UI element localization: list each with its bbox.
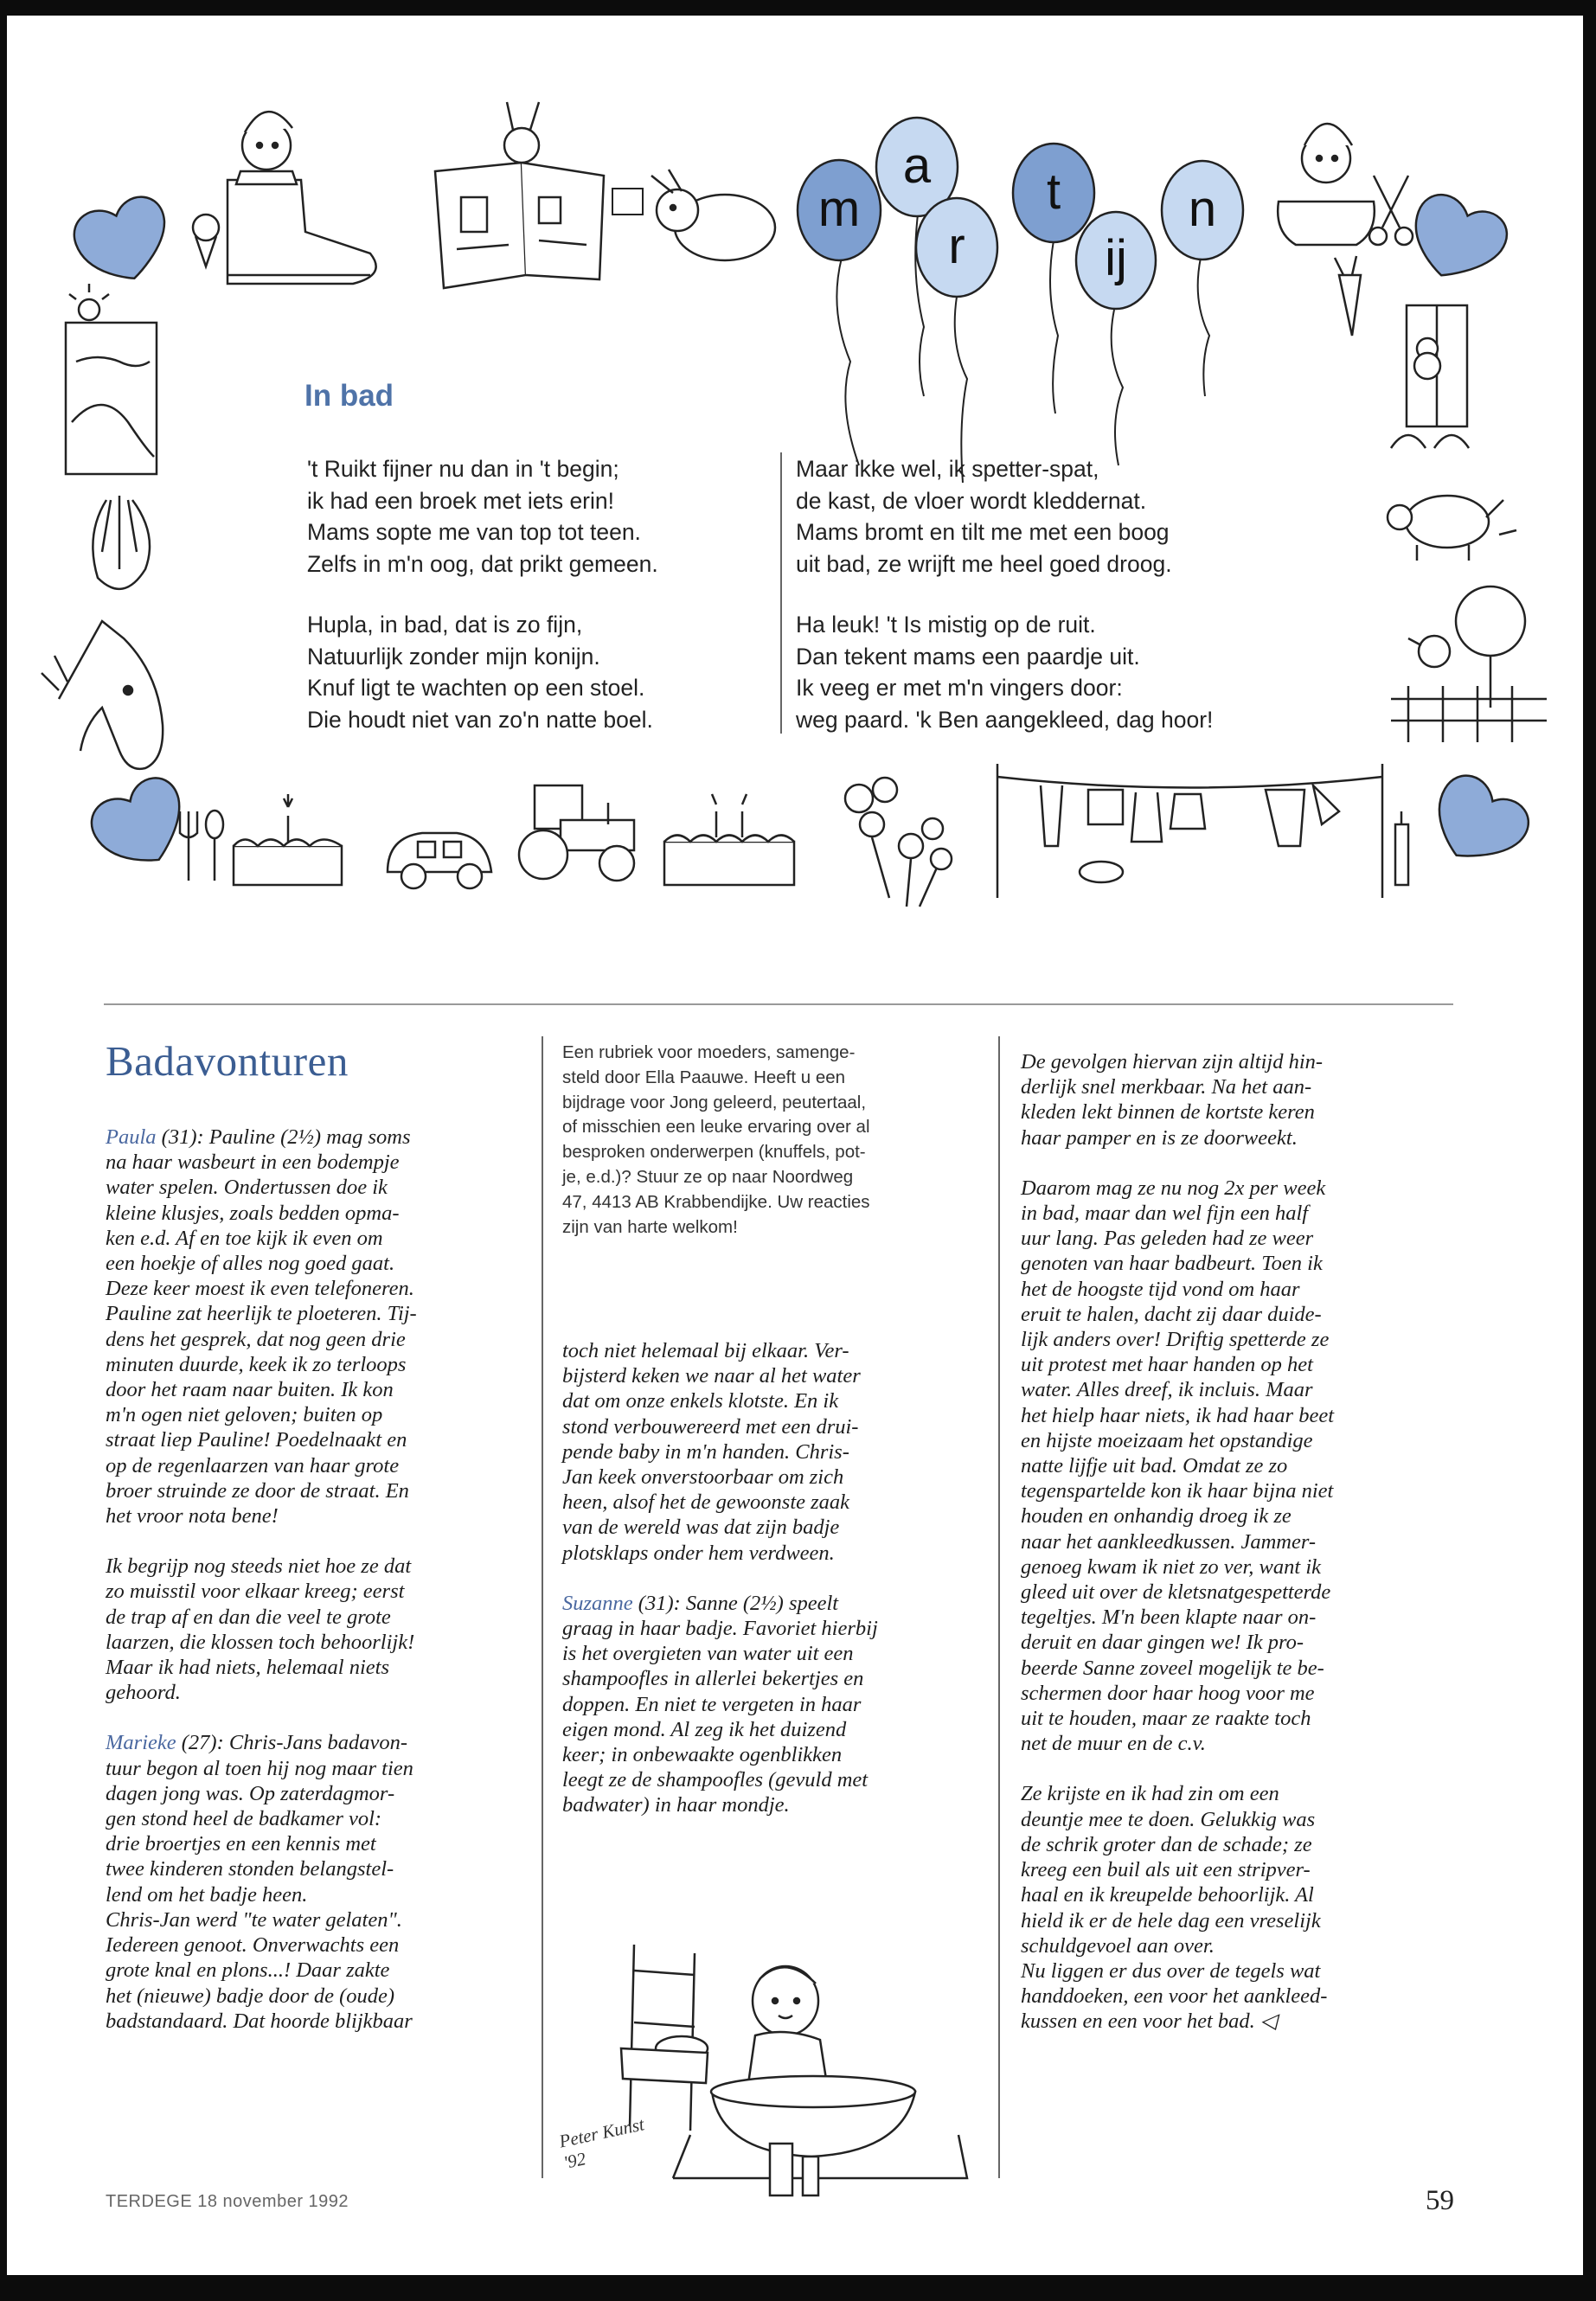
paragraph-text: (31): Pauline (2½) mag soms na haar wasbeurt in een bodempje water spelen. Ondertussen doe ik kleine klusjes, zoals bedden opma- ken e.d. Af en toe kijk ik even om een hoekje of alles nog goed gaat. Deze keer moest ik even telefoneren. Pauline zat heerlijk te ploeteren. Tij- dens het gesprek, dat nog geen drie minuten duurde, keek ik zo terloops door het raam naar buiten. Ik kon m'n ogen niet geloven; buiten op straat liep Pauline! Poedelnaakt en op de regenlaarzen van haar grote broer struinde ze door de straat. En het vroor nota bene!: [106, 1125, 417, 1529]
column-intro: Een rubriek voor moeders, samenge- steld door Ella Paauwe. Heeft u een bijdrage voor Jong geleerd, peutertaal, of misschien een leuke ervaring over al besproken onderwerpen (knuffels, pot- je, e.d.)? Stuur ze op naar Noordweg 47, 4413 AB Krabbendijke. Uw reacties zijn van harte welkom!: [562, 1042, 870, 1237]
beach-picture-icon: [66, 284, 157, 474]
column-divider: [542, 1036, 543, 2178]
pig-icon: [1388, 496, 1516, 561]
paragraph: Ze krijste en ik had zin om een deuntje mee te doen. Gelukkig was de schrik groter dan de schade; ze kreeg een buil als uit een stripver- haal en ik kreupelde behoorlijk. Al hield ik er de hele dag een vreselijk schuldgevoel aan over. Nu liggen er dus over de tegels wat handdoeken, een voor het aankleed- kussen en een voor het bad. ◁: [1021, 1782, 1328, 2034]
newspaper-bunny-icon: [435, 102, 604, 288]
paragraph: De gevolgen hiervan zijn altijd hin- derlijk snel merkbaar. Na het aan- kleden lekt binnen de kortste keren haar pamper en is ze doorweekt.: [1021, 1050, 1324, 1150]
article-column-1: [106, 1125, 529, 2059]
balloon-letter: r: [948, 218, 965, 274]
window-teddy-icon: [1391, 305, 1469, 448]
heart-icon: [1401, 188, 1514, 292]
tree-fence-icon: [1391, 586, 1547, 742]
small-box-icon: [612, 189, 643, 215]
balloon-letter: a: [902, 138, 932, 194]
balloon-m: [798, 160, 881, 465]
contributor-name: Paula: [106, 1125, 157, 1149]
toy-tractor-icon: [519, 785, 634, 881]
paragraph: Daarom mag ze nu nog 2x per week in bad, maar dan wel fijn een half uur lang. Pas geleden had ze weer genoten van haar badbeurt. Toen ik het de hoogste tijd vond om haar eruit te halen, dacht zij daar duide- lijk anders over! Driftig spetterde ze uit protest met haar handen op het water. Alles dreef, ik incluis. Maar het hielp haar niets, ik had haar beet en hijste moeizaam het opstandige natte lijfje uit bad. Omdat ze zo tegenspartelde kon ik haar bijna niet houden en onhandig droeg ik ze naar het aankleedkussen. Jammer- genoeg kwam ik niet zo ver, want ik gleed uit over de kletsnatgespetterde tegeltjes. M'n been klapte naar on- deruit en daar gingen we! Ik pro- beerde Sanne zoveel mogelijk te be- schermen door haar hoog voor me uit te houden, maar ze raakte toch net de muur en de c.v.: [1021, 1176, 1334, 1756]
page-number: 59: [1426, 2185, 1454, 2216]
horse-head-icon: [42, 621, 163, 769]
paragraph-text: (31): Sanne (2½) speelt graag in haar badje. Favoriet hierbij is het overgieten van water uit een shampoofles in allerlei bekertjes en doppen. En niet te vergeten in haar eigen mond. Al zeg ik het duizend keer; in onbewaakte ogenblikken leegt ze de shampoofles (gevuld met badwater) in haar mondje.: [562, 1591, 878, 1817]
paragraph: [562, 1591, 986, 1818]
contributor-name: Suzanne: [562, 1591, 633, 1615]
gnome-on-potty-icon: [1278, 124, 1375, 245]
birthday-cake-icon: [664, 794, 794, 885]
column-divider: [780, 452, 782, 734]
balloon-letter: t: [1046, 163, 1061, 220]
illustrator-signature: Peter Kunst '92: [557, 2113, 646, 2173]
paragraph: Ik begrijp nog steeds niet hoe ze dat zo muisstil voor elkaar kreeg; eerst de trap af en dan die veel te grote laarzen, die klossen toch behoorlijk! Maar ik had niets, helemaal niets gehoord.: [106, 1554, 415, 1705]
heart-icon: [1419, 767, 1537, 881]
balloon-letter: n: [1188, 181, 1217, 237]
paragraph-text: (27): Chris-Jans badavon- tuur begon al toen hij nog maar tien dagen jong was. Op zaterdagmor- gen stond heel de badkamer vol: drie broertjes en een kennis met twee kinderen stonden belangstel- lend om het badje heen. Chris-Jan werd "te water gelaten". Iedereen genoot. Onverwachts een grote knal en plons...! Daar zakte het (nieuwe) badje door de (oude) badstandaard. Dat hoorde blijkbaar: [106, 1731, 413, 2033]
flower-bouquet-icon: [845, 778, 952, 907]
paragraph: toch niet helemaal bij elkaar. Ver- bijsterd keken we naar al het water dat om onze enkels klotste. En ik stond verbouwereerd met een drui- pende baby in m'n handen. Chris- Jan keek onverstoorbaar om zich heen, alsof het de gewoonste zaak van de wereld was dat zijn badje plotsklaps onder hem verdween.: [562, 1339, 861, 1565]
clothesline-icon: [997, 764, 1382, 898]
footer-publication: TERDEGE 18 november 1992: [106, 2192, 349, 2211]
balloon-r: [916, 198, 997, 483]
balloon-ij: [1076, 212, 1156, 465]
section-rule: [104, 1003, 1453, 1005]
magazine-page: [7, 16, 1583, 2275]
column-divider: [998, 1036, 1000, 2178]
balloon-letter: m: [817, 181, 861, 237]
contributor-name: Marieke: [106, 1731, 176, 1755]
article-title: Badavonturen: [106, 1037, 349, 1085]
birthday-cake-icon: [234, 794, 342, 885]
article-column-2: [562, 1338, 986, 1843]
article-column-3: [1021, 1049, 1471, 2060]
carrot-icon: [1335, 256, 1361, 336]
balloon-garland: [798, 118, 1243, 483]
scissors-icon: [1369, 176, 1413, 245]
poem-stanza: Maar ikke wel, ik spetter-spat, de kast, de vloer wordt kleddernat. Mams bromt en tilt me met een boog uit bad, ze wrijft me heel goed droog.: [796, 456, 1172, 577]
plant-icon: [93, 496, 150, 589]
poem-stanza: Hupla, in bad, dat is zo fijn, Natuurlijk zonder mijn konijn. Knuf ligt te wachten op een stoel. Die houdt niet van zo'n natte boel.: [307, 612, 653, 733]
balloon-n: [1162, 161, 1243, 396]
poem-title: In bad: [304, 379, 394, 413]
rabbit-icon: [651, 170, 775, 260]
poem-stanza: 't Ruikt fijner nu dan in 't begin; ik had een broek met iets erin! Mams sopte me van top tot teen. Zelfs in m'n oog, dat prikt gemeen.: [307, 456, 658, 577]
ice-cream-icon: [193, 215, 219, 266]
heart-icon: [67, 189, 181, 293]
paragraph: [106, 1125, 529, 1529]
balloon-letter: ij: [1105, 230, 1127, 286]
heart-icon: [83, 768, 202, 881]
cutlery-icon: [180, 811, 223, 881]
candle-icon: [1395, 811, 1408, 885]
toy-car-icon: [388, 833, 491, 888]
paragraph: [106, 1730, 529, 2033]
baby-bath-illustration: [552, 1919, 993, 2213]
poem-stanza: Ha leuk! 't Is mistig op de ruit. Dan tekent mams een paardje uit. Ik veeg er met m'n vingers door: weg paard. 'k Ben aangekleed, dag hoor!: [796, 612, 1214, 733]
illustration-border: [7, 16, 1583, 933]
gnome-in-shoe-icon: [228, 112, 376, 284]
